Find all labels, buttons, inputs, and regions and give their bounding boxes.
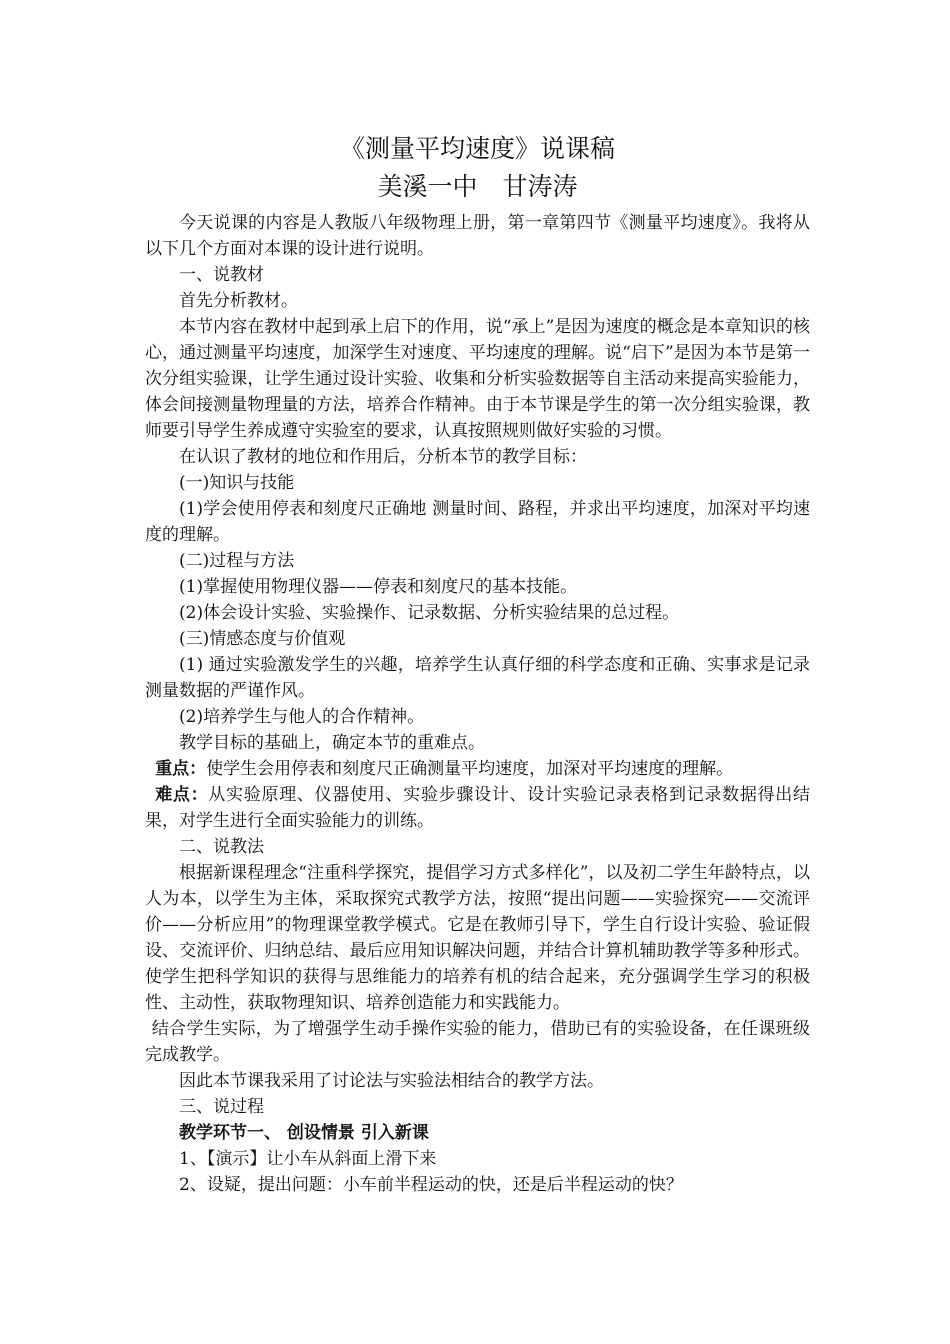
key-point-label: 重点： (155, 759, 207, 779)
list-item: (2)培养学生与他人的合作精神。 (179, 707, 425, 727)
paragraph: 教学目标的基础上，确定本节的重难点。 (179, 733, 485, 753)
section-heading-textbook: 一、说教材 (179, 265, 264, 285)
subheading-knowledge: (一)知识与技能 (179, 473, 295, 493)
section-heading-process: 三、说过程 (179, 1097, 264, 1117)
difficult-point (145, 782, 810, 834)
document-page (145, 130, 810, 1198)
teaching-step-heading: 教学环节一、 创设情景 引入新课 (179, 1123, 429, 1143)
subheading-process: (二)过程与方法 (179, 551, 295, 571)
list-item: (1)掌握使用物理仪器——停表和刻度尺的基本技能。 (179, 577, 578, 597)
list-item: (1) 通过实验激发学生的兴趣，培养学生认真仔细的科学态度和正确、实事求是记录测量数据的严谨作风。 (145, 655, 810, 701)
paragraph: 结合学生实际，为了增强学生动手操作实验的能力，借助已有的实验设备，在任课班级完成教学。 (145, 1019, 810, 1065)
paragraph: 在认识了教材的地位和作用后，分析本节的教学目标： (179, 447, 587, 467)
section-heading-method: 二、说教法 (179, 837, 264, 857)
document-title: 《测量平均速度》说课稿 (339, 134, 615, 163)
key-point (145, 756, 810, 782)
list-item: (1)学会使用停表和刻度尺正确地 测量时间、路程，并求出平均速度，加深对平均速度的理解。 (145, 499, 810, 545)
paragraph-intro: 今天说课的内容是人教版八年级物理上册，第一章第四节《测量平均速度》。我将从以下几个方面对本课的设计进行说明。 (145, 213, 810, 259)
paragraph: 因此本节课我采用了讨论法与实验法相结合的教学方法。 (179, 1071, 604, 1091)
paragraph: 根据新课程理念“注重科学探究，提倡学习方式多样化”，以及初二学生年龄特点，以人为本，以学生为主体，采取探究式教学方法，按照“提出问题——实验探究——交流评价——分析应用”的物理课堂教学模式。它是在教师引导下，学生自行设计实验、验证假设、交流评价、归纳总结、最后应用知识解决问题，并结合计算机辅助教学等多种形式。使学生把科学知识的获得与思维能力的培养有机的结合起来，充分强调学生学习的积极性、主动性，获取物理知识、培养创造能力和实践能力。 (145, 863, 810, 1013)
list-item: 1、【演示】让小车从斜面上滑下来 (179, 1149, 437, 1169)
paragraph: 本节内容在教材中起到承上启下的作用，说“承上”是因为速度的概念是本章知识的核心，通过测量平均速度，加深学生对速度、平均速度的理解。说“启下”是因为本节是第一次分组实验课，让学生通过设计实验、收集和分析实验数据等自主活动来提高实验能力，体会间接测量物理量的方法，培养合作精神。由于本节课是学生的第一次分组实验课，教师要引导学生养成遵守实验室的要求，认真按照规则做好实验的习惯。 (145, 317, 810, 441)
subheading-attitude: (三)情感态度与价值观 (179, 629, 346, 649)
paragraph: 首先分析教材。 (179, 291, 298, 311)
key-point-text: 使学生会用停表和刻度尺正确测量平均速度，加深对平均速度的理解。 (206, 759, 734, 779)
list-item: (2)体会设计实验、实验操作、记录数据、分析实验结果的总过程。 (179, 603, 680, 623)
difficult-point-text: 从实验原理、仪器使用、实验步骤设计、设计实验记录表格到记录数据得出结果，对学生进行全面实验能力的训练。 (145, 785, 811, 831)
list-item: 2、设疑，提出问题：小车前半程运动的快，还是后半程运动的快？ (179, 1175, 683, 1195)
difficult-point-label: 难点： (155, 785, 209, 805)
document-author: 美溪一中 甘涛涛 (377, 172, 578, 201)
